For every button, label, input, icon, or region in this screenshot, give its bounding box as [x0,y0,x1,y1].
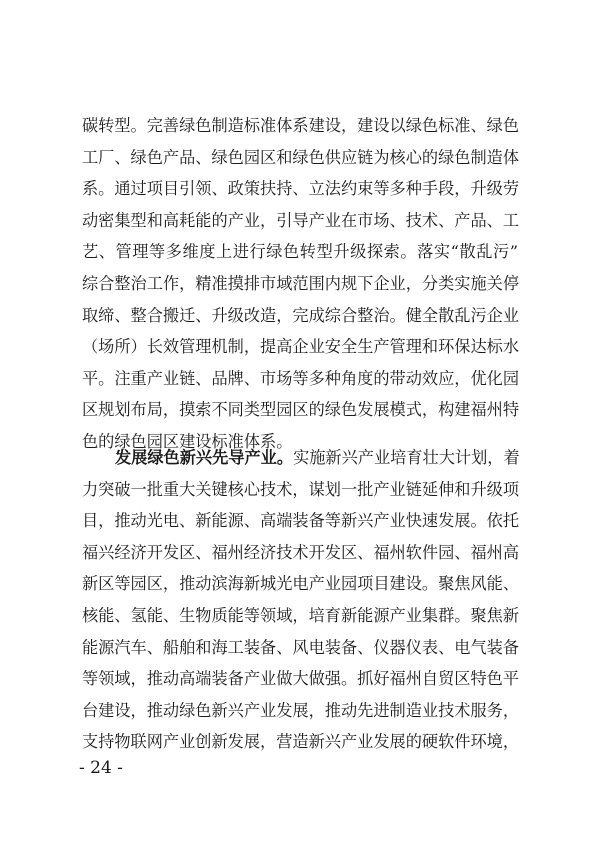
paragraph-line: 核能、氢能、生物质能等领域，培育新能源产业集群。聚焦新 [82,605,520,625]
paragraph-line: 力突破一批重大关键核心技术，谋划一批产业链延伸和升级项 [82,479,520,499]
paragraph-line: 平。注重产业链、品牌、市场等多种角度的带动效应，优化园 [82,368,520,388]
paragraph-first-line [82,442,518,474]
paragraph-line: 能源汽车、船舶和海工装备、风电装备、仪器仪表、电气装备 [82,637,520,657]
paragraph-line: 取缔、整合搬迁、升级改造，完成综合整治。健全散乱污企业 [82,305,520,325]
paragraph-line: 等领域，推动高端装备产业做大做强。抓好福州自贸区特色平 [82,669,520,689]
paragraph-line: 目，推动光电、新能源、高端装备等新兴产业快速发展。依托 [82,511,520,531]
paragraph-line: 新区等园区，推动滨海新城光电产业园项目建设。聚焦风能、 [82,574,520,594]
section-heading: 发展绿色新兴先导产业。 [115,448,294,467]
paragraph-line: 系。通过项目引领、政策扶持、立法约束等多种手段，升级劳 [82,179,520,199]
paragraph-line: 台建设，推动绿色新兴产业发展，推动先进制造业技术服务， [82,700,520,720]
paragraph-line: （场所）长效管理机制，提高企业安全生产管理和环保达标水 [82,337,520,357]
paragraph-line: 色的绿色园区建设标准体系。 [82,431,293,451]
paragraph-green-transformation [82,110,518,458]
paragraph-emerging-industries [82,442,518,758]
paragraph-line: 动密集型和高耗能的产业，引导产业在市场、技术、产品、工 [82,210,520,230]
paragraph-line: 碳转型。完善绿色制造标准体系建设，建设以绿色标准、绿色 [82,116,520,135]
paragraph-line: 工厂、绿色产品、绿色园区和绿色供应链为核心的绿色制造体 [82,147,520,167]
paragraph-line: 综合整治工作，精准摸排市域范围内规下企业，分类实施关停 [82,273,520,293]
paragraph-line: 区规划布局，摸索不同类型园区的绿色发展模式，构建福州特 [82,400,520,420]
paragraph-line: 艺、管理等多维度上进行绿色转型升级探索。落实“散乱污” [82,242,518,262]
paragraph-line: 支持物联网产业创新发展，营造新兴产业发展的硬软件环境， [82,732,520,752]
paragraph-first-line-text: 实施新兴产业培育壮大计划，着 [293,448,520,467]
page-number: - 24 - [79,758,123,778]
paragraph-line: 福兴经济开发区、福州经济技术开发区、福州软件园、福州高 [82,542,520,562]
